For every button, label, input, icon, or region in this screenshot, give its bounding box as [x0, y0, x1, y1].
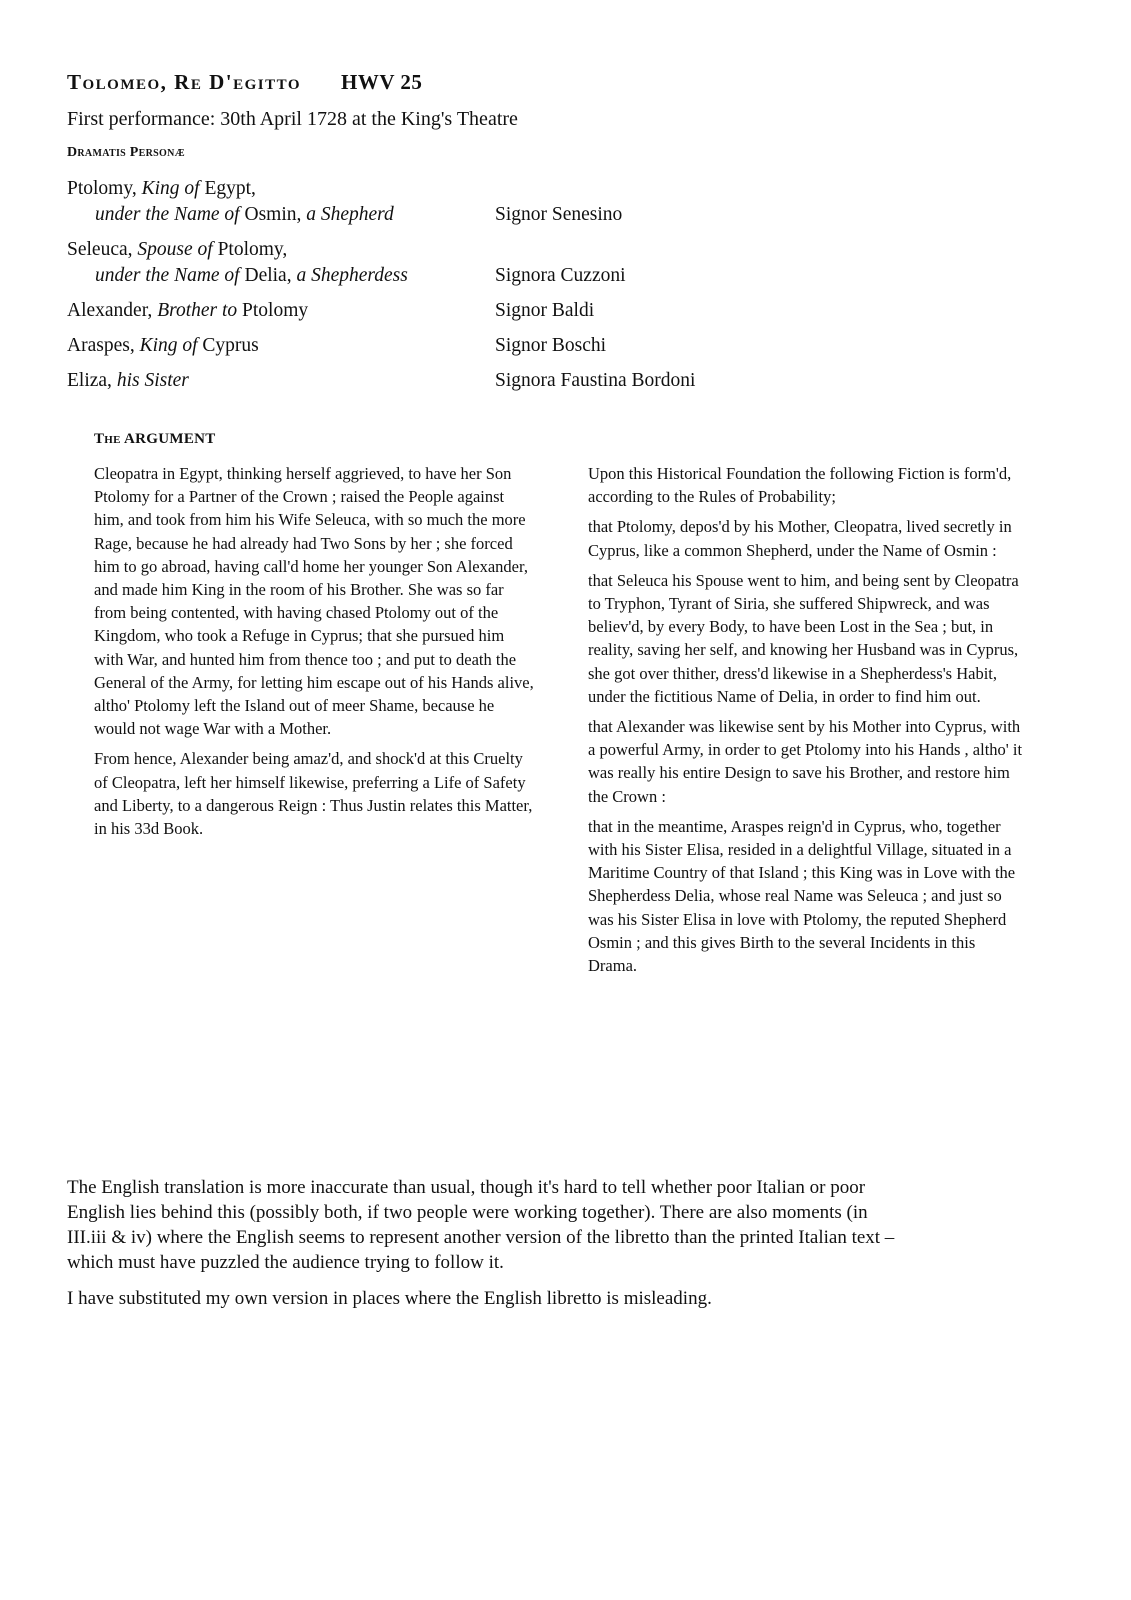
- argument-paragraph: that Alexander was likewise sent by his Mother into Cyprus, with a powerful Army, in order to get Ptolomy into his Hands , altho' it was really his entire Design to save his Brother, and restore him the Crown :: [588, 717, 1023, 806]
- first-performance: First performance: 30th April 1728 at the King's Theatre: [67, 108, 518, 130]
- argument-paragraph: Upon this Historical Foundation the following Fiction is form'd, according to the Rules of Probability;: [588, 464, 1012, 507]
- argument-heading: The ARGUMENT: [94, 431, 216, 447]
- cast-list: [67, 176, 867, 403]
- cast-role: [67, 368, 495, 403]
- note-paragraph: The English translation is more inaccurate than usual, though it's hard to tell whether poor Italian or poor English lies behind this (possibly both, if two people were working together). There are also moments (in III.iii & iv) where the English seems to represent another version of the libretto than the printed Italian text – which must have puzzled the audience trying to follow it.: [67, 1177, 895, 1273]
- argument-right-column: [588, 462, 1028, 984]
- page-title: [67, 70, 422, 95]
- cast-singer: Signora Faustina Bordoni: [495, 370, 696, 391]
- opera-title: Tolomeo, Re D'egitto: [67, 70, 302, 94]
- note-paragraph: I have substituted my own version in places where the English libretto is misleading.: [67, 1288, 712, 1309]
- cast-row: [67, 368, 867, 403]
- cast-row: [67, 333, 867, 368]
- role-tail: Cyprus: [202, 335, 259, 356]
- role-alias: under the Name of Osmin, a Shepherd: [95, 204, 394, 225]
- cast-row: [67, 176, 867, 237]
- role-desc: his Sister: [116, 370, 189, 391]
- role-desc: Brother to: [157, 300, 243, 321]
- role-name: Araspes,: [67, 335, 140, 356]
- role-tail: Ptolomy,: [217, 239, 288, 260]
- role-name: Seleuca,: [67, 239, 138, 260]
- role-alias: under the Name of Delia, a Shepherdess: [95, 265, 408, 286]
- dramatis-personae-heading: Dramatis Personæ: [67, 145, 185, 160]
- role-name: Eliza,: [67, 370, 117, 391]
- role-desc: King of: [141, 178, 205, 199]
- cast-row: [67, 298, 867, 333]
- cast-role: [67, 333, 495, 368]
- role-name: Ptolomy,: [67, 178, 142, 199]
- role-tail: Egypt,: [204, 178, 256, 199]
- cast-row: [67, 237, 867, 298]
- argument-left-column: [94, 462, 534, 847]
- cast-role: [67, 176, 495, 237]
- hwv-number: HWV 25: [341, 70, 423, 94]
- cast-singer: Signora Cuzzoni: [495, 265, 626, 286]
- role-desc: King of: [139, 335, 203, 356]
- translator-notes: [67, 1175, 907, 1322]
- argument-paragraph: From hence, Alexander being amaz'd, and shock'd at this Cruelty of Cleopatra, left her himself likewise, preferring a Life of Safety and Liberty, to a dangerous Reign : Thus Justin relates this Matter, in his 33d Book.: [94, 749, 533, 839]
- cast-singer: Signor Boschi: [495, 335, 607, 356]
- cast-singer: Signor Baldi: [495, 300, 595, 321]
- argument-paragraph: that in the meantime, Araspes reign'd in Cyprus, who, together with his Sister Elisa, resided in a delightful Village, situated in a Maritime Country of that Island ; this King was in Love with the Shepherdess Delia, whose real Name was Seleuca ; and just so was his Sister Elisa in love with Ptolomy, the reputed Shepherd Osmin ; and this gives Birth to the several Incidents in this Drama.: [588, 816, 1016, 976]
- cast-singer: Signor Senesino: [495, 204, 623, 225]
- role-desc: Spouse of: [137, 239, 218, 260]
- argument-paragraph: Cleopatra in Egypt, thinking herself aggrieved, to have her Son Ptolomy for a Partner of the Crown ; raised the People against him, and took from him his Wife Seleuca, with so much the more Rage, because he had already had Two Sons by her ; she forced him to go abroad, having call'd home her younger Son Alexander, and made him King in the room of his Brother. She was so far from being contented, with having chased Ptolomy out of the Kingdom, who took a Refuge in Cyprus; that she pursued him with War, and hunted him from thence too ; and put to death the General of the Army, for letting him escape out of his Hands alive, altho' Ptolomy left the Island out of meer Shame, because he would not wage War with a Mother.: [94, 464, 534, 739]
- argument-paragraph: that Ptolomy, depos'd by his Mother, Cleopatra, lived secretly in Cyprus, like a common Shepherd, under the Name of Osmin :: [588, 517, 1012, 560]
- role-tail: Ptolomy: [242, 300, 309, 321]
- cast-role: [67, 237, 495, 298]
- argument-paragraph: that Seleuca his Spouse went to him, and being sent by Cleopatra to Tryphon, Tyrant of Siria, she suffered Shipwreck, and was believ'd, by every Body, to have been Lost in the Sea ; but, in reality, saving her self, and knowing her Husband was in Cyprus, she got over thither, dress'd likewise in a Shepherdess's Habit, under the fictitious Name of Delia, in order to find him out.: [588, 570, 1019, 706]
- role-name: Alexander,: [67, 300, 158, 321]
- cast-role: [67, 298, 495, 333]
